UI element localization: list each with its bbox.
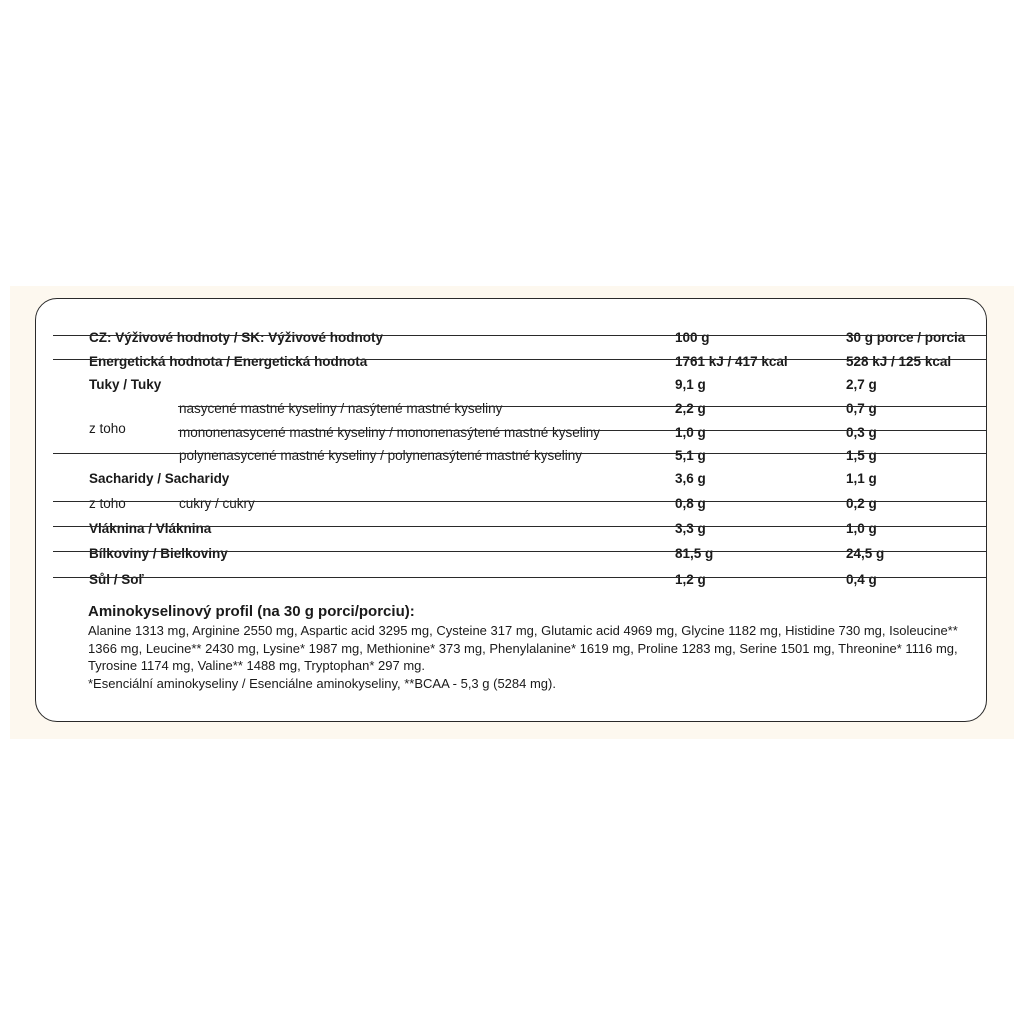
amino-body: Alanine 1313 mg, Arginine 2550 mg, Aspartic acid 3295 mg, Cysteine 317 mg, Glutamic acid 4969 mg, Glycine 1182 mg, Histidine 730 mg, Isoleucine** 1366 mg, Leucine** 2430 mg, Lysine* 1987 mg, Methionine* 373 mg, Phenylalanine* 1619 mg, Proline 1283 mg, Serine 1501 mg, Threonine* 1116 mg, Tyrosine 1174 mg, Valine** 1488 mg, Tryptophan* 297 mg. xyxy=(88,623,958,673)
saturated-30: 0,7 g xyxy=(846,401,877,416)
of-which-fat-label: z toho xyxy=(89,421,126,436)
fiber-100: 3,3 g xyxy=(675,521,706,536)
amino-footnote: *Esenciální aminokyseliny / Esenciálne aminokyseliny, **BCAA - 5,3 g (5284 mg). xyxy=(88,675,556,691)
saturated-label: nasycené mastné kyseliny / nasýtené mastné kyseliny xyxy=(179,401,503,416)
amino-section xyxy=(88,602,978,692)
amino-title: Aminokyselinový profil (na 30 g porci/porciu): xyxy=(88,603,415,620)
header-col-100: 100 g xyxy=(675,330,710,345)
fiber-label: Vláknina / Vláknina xyxy=(89,521,212,536)
fat-100: 9,1 g xyxy=(675,377,706,392)
fat-30: 2,7 g xyxy=(846,377,877,392)
saturated-100: 2,2 g xyxy=(675,401,706,416)
fiber-30: 1,0 g xyxy=(846,521,877,536)
energy-30: 528 kJ / 125 kcal xyxy=(846,354,952,369)
sugars-label: cukry / cukry xyxy=(179,496,255,511)
carbs-30: 1,1 g xyxy=(846,471,877,486)
poly-30: 1,5 g xyxy=(846,448,877,463)
sugars-100: 0,8 g xyxy=(675,496,706,511)
fat-label: Tuky / Tuky xyxy=(89,377,162,392)
salt-100: 1,2 g xyxy=(675,572,706,587)
protein-30: 24,5 g xyxy=(846,546,885,561)
of-which-carbs-label: z toho xyxy=(89,496,126,511)
mono-label: mononenasycené mastné kyseliny / mononenasýtené mastné kyseliny xyxy=(179,425,600,440)
energy-100: 1761 kJ / 417 kcal xyxy=(675,354,788,369)
carbs-100: 3,6 g xyxy=(675,471,706,486)
salt-30: 0,4 g xyxy=(846,572,877,587)
mono-100: 1,0 g xyxy=(675,425,706,440)
energy-label: Energetická hodnota / Energetická hodnota xyxy=(89,354,368,369)
mono-30: 0,3 g xyxy=(846,425,877,440)
poly-label: polynenasycené mastné kyseliny / polynenasýtené mastné kyseliny xyxy=(179,448,582,463)
header-col-30: 30 g porce / porcia xyxy=(846,330,966,345)
salt-label: Sůl / Soľ xyxy=(89,572,144,587)
header-label: CZ: Výživové hodnoty / SK: Výživové hodnoty xyxy=(89,330,384,345)
sugars-30: 0,2 g xyxy=(846,496,877,511)
protein-100: 81,5 g xyxy=(675,546,714,561)
poly-100: 5,1 g xyxy=(675,448,706,463)
protein-label: Bílkoviny / Bielkoviny xyxy=(89,546,228,561)
carbs-label: Sacharidy / Sacharidy xyxy=(89,471,230,486)
